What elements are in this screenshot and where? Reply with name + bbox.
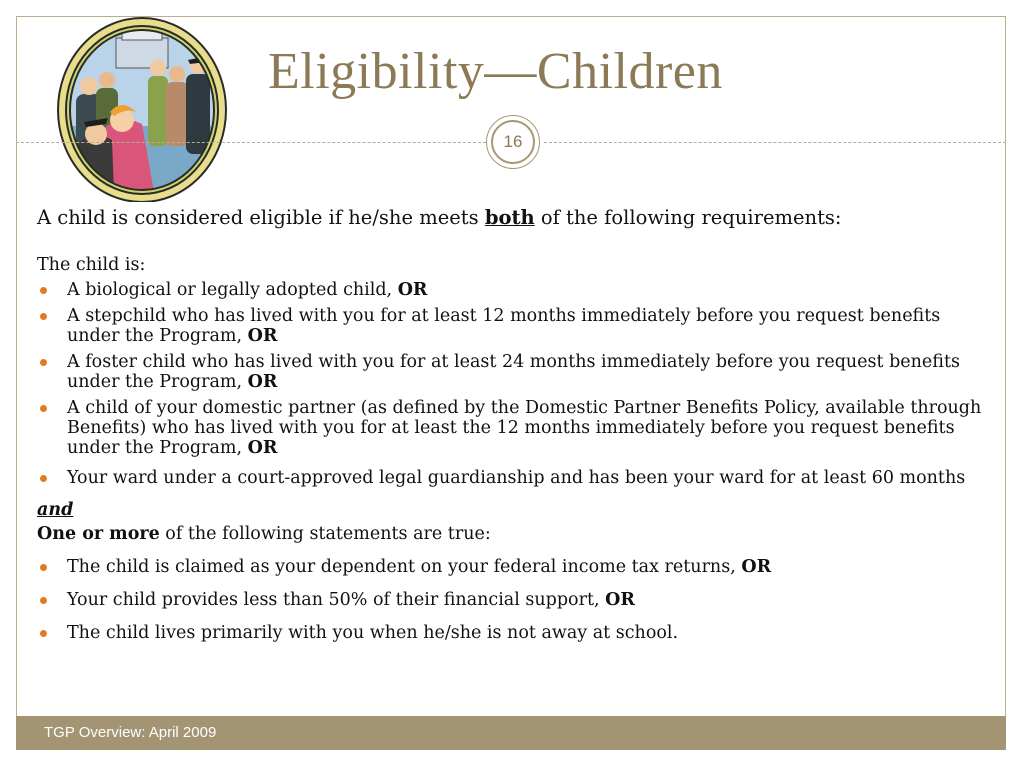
- list-item: [37, 556, 987, 578]
- list-item: [37, 306, 987, 346]
- title-divider-right: [544, 142, 1006, 143]
- or-label: OR: [741, 557, 772, 578]
- page-number-badge: [486, 115, 540, 169]
- footer-bar: [16, 716, 1006, 750]
- statements-list: [37, 556, 987, 644]
- list-item: [37, 622, 987, 644]
- item-text: A biological or legally adopted child,: [67, 280, 398, 301]
- page-number: 16: [491, 120, 535, 164]
- or-label: OR: [397, 280, 428, 301]
- item-text: A foster child who has lived with you for at least 24 months immediately before you request benefits under the Program,: [67, 352, 960, 393]
- intro-sentence: [37, 206, 987, 229]
- intro-after: of the following requirements:: [534, 206, 842, 229]
- intro-before: A child is considered eligible if he/she meets: [37, 206, 485, 229]
- intro-emphasis: both: [484, 206, 535, 229]
- item-text: A stepchild who has lived with you for at least 12 months immediately before you request benefits under the Program,: [67, 306, 941, 347]
- and-label: and: [37, 500, 74, 521]
- item-text: A child of your domestic partner (as defined by the Domestic Partner Benefits Policy, available through Benefits) who has lived with you for at least the 12 months immediately before you request benefits under the Program,: [67, 398, 982, 459]
- graduation-clipart: [56, 16, 228, 202]
- requirements-list: [37, 280, 987, 492]
- one-or-more-bold: One or more: [37, 524, 160, 545]
- list-item: [37, 398, 987, 458]
- slide-body: [37, 206, 987, 655]
- one-or-more-rest: of the following statements are true:: [159, 524, 491, 545]
- slide-title: Eligibility—Children: [268, 43, 723, 100]
- or-label: OR: [247, 372, 278, 393]
- item-text: Your child provides less than 50% of their financial support,: [67, 590, 606, 611]
- or-label: OR: [605, 590, 635, 611]
- item-text: The child lives primarily with you when he/she is not away at school.: [67, 623, 679, 644]
- or-label: OR: [247, 438, 278, 459]
- footer-text: TGP Overview: April 2009: [44, 724, 217, 741]
- one-or-more-sentence: [37, 522, 987, 546]
- the-child-is-label: The child is:: [37, 255, 146, 276]
- list-item: [37, 280, 987, 300]
- list-item: [37, 589, 987, 611]
- item-text: Your ward under a court-approved legal guardianship and has been your ward for at least 60 months: [67, 468, 966, 489]
- or-label: OR: [247, 326, 278, 347]
- list-item: [37, 464, 987, 492]
- title-divider-left: [16, 142, 486, 143]
- list-item: [37, 352, 987, 392]
- item-text: The child is claimed as your dependent on your federal income tax returns,: [67, 557, 742, 578]
